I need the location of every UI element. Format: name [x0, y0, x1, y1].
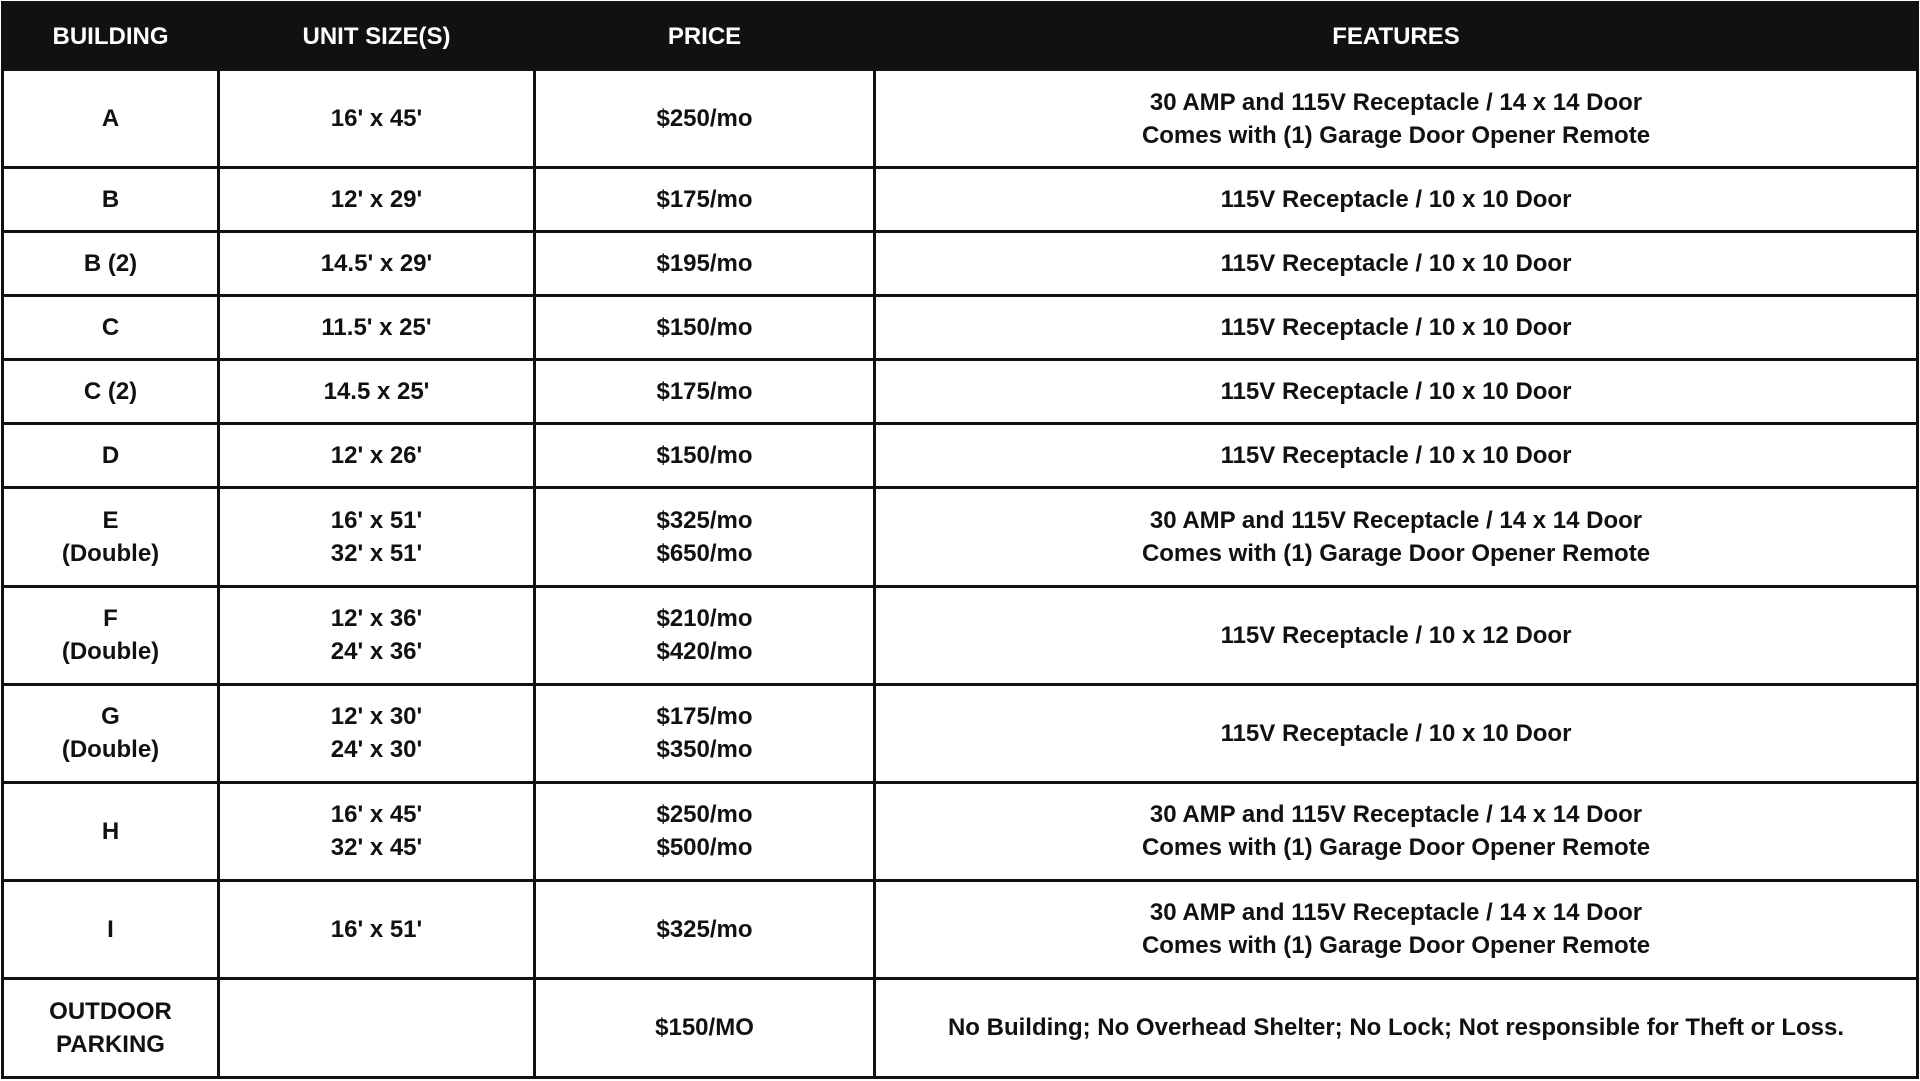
cell-building-line: B (2) — [83, 250, 138, 278]
cell-price — [535, 586, 875, 684]
cell-price-line: $175/mo — [656, 378, 753, 406]
cell-price — [535, 296, 875, 360]
cell-building-line: F — [103, 605, 118, 633]
cell-unit-size-line: 24' x 36' — [330, 638, 423, 666]
cell-building-line: (Double) — [61, 638, 160, 666]
cell-features-line: 115V Receptacle / 10 x 10 Door — [1220, 186, 1572, 214]
cell-features-line: 115V Receptacle / 10 x 10 Door — [1220, 378, 1572, 406]
cell-price-line: $325/mo — [656, 915, 753, 943]
table-row — [3, 70, 1918, 168]
cell-building — [3, 586, 219, 684]
table-row — [3, 360, 1918, 424]
table-row — [3, 880, 1918, 978]
header-row — [3, 3, 1918, 70]
cell-features-line: 30 AMP and 115V Receptacle / 14 x 14 Door — [1149, 88, 1643, 116]
cell-features — [875, 782, 1918, 880]
cell-unit-size-line: 32' x 45' — [330, 834, 423, 862]
cell-unit-size — [219, 782, 535, 880]
header-features: FEATURES — [875, 3, 1918, 70]
cell-price-line: $650/mo — [656, 539, 753, 567]
cell-unit-size — [219, 488, 535, 586]
cell-building-line: (Double) — [61, 539, 160, 567]
cell-unit-size-line: 16' x 51' — [330, 506, 423, 534]
cell-price-line: $500/mo — [656, 834, 753, 862]
cell-unit-size-line: 16' x 45' — [330, 105, 423, 133]
cell-price-line: $250/mo — [656, 105, 753, 133]
cell-building-line: G — [101, 703, 120, 731]
cell-building — [3, 232, 219, 296]
cell-price — [535, 168, 875, 232]
cell-features-line: 115V Receptacle / 10 x 10 Door — [1220, 314, 1572, 342]
table-row — [3, 424, 1918, 488]
cell-unit-size — [219, 360, 535, 424]
cell-features-line: 30 AMP and 115V Receptacle / 14 x 14 Door — [1149, 899, 1643, 927]
cell-features-line: 30 AMP and 115V Receptacle / 14 x 14 Door — [1149, 801, 1643, 829]
table-row — [3, 296, 1918, 360]
cell-unit-size — [219, 232, 535, 296]
cell-unit-size — [219, 586, 535, 684]
cell-building-line: E — [102, 506, 119, 534]
cell-price — [535, 978, 875, 1077]
cell-building-line: I — [107, 915, 114, 943]
cell-unit-size-line: 12' x 26' — [330, 442, 423, 470]
cell-features-line: 115V Receptacle / 10 x 10 Door — [1220, 250, 1572, 278]
cell-unit-size-line: 16' x 45' — [330, 801, 423, 829]
cell-price-line: $150/mo — [656, 314, 753, 342]
cell-unit-size-line: 14.5' x 29' — [320, 250, 433, 278]
cell-features-line: 115V Receptacle / 10 x 12 Door — [1220, 621, 1572, 649]
pricing-table — [1, 1, 1919, 1079]
cell-unit-size — [219, 978, 535, 1077]
table-row — [3, 168, 1918, 232]
cell-unit-size — [219, 424, 535, 488]
cell-building — [3, 684, 219, 782]
cell-features-line: 30 AMP and 115V Receptacle / 14 x 14 Door — [1149, 506, 1643, 534]
cell-price-line: $195/mo — [656, 250, 753, 278]
cell-price — [535, 70, 875, 168]
cell-features — [875, 488, 1918, 586]
cell-building — [3, 70, 219, 168]
cell-price — [535, 880, 875, 978]
cell-building — [3, 168, 219, 232]
cell-features — [875, 168, 1918, 232]
cell-building — [3, 360, 219, 424]
cell-unit-size — [219, 880, 535, 978]
cell-price-line: $150/MO — [655, 1014, 754, 1042]
cell-building — [3, 296, 219, 360]
cell-features-line: Comes with (1) Garage Door Opener Remote — [1141, 932, 1651, 960]
cell-building-line: C (2) — [83, 378, 138, 406]
cell-building-line: C — [101, 314, 120, 342]
header-unit-sizes: UNIT SIZE(S) — [219, 3, 535, 70]
cell-features-line: Comes with (1) Garage Door Opener Remote — [1141, 539, 1651, 567]
cell-building-line: PARKING — [56, 1030, 165, 1058]
cell-features — [875, 684, 1918, 782]
cell-features-line: 115V Receptacle / 10 x 10 Door — [1220, 442, 1572, 470]
cell-unit-size — [219, 684, 535, 782]
cell-unit-size-line: 14.5 x 25' — [323, 378, 430, 406]
cell-features-line: Comes with (1) Garage Door Opener Remote — [1141, 121, 1651, 149]
cell-price-line: $350/mo — [656, 736, 753, 764]
cell-price-line: $250/mo — [656, 801, 753, 829]
cell-building-line: B — [101, 186, 120, 214]
cell-features-line: 115V Receptacle / 10 x 10 Door — [1220, 719, 1572, 747]
cell-features — [875, 360, 1918, 424]
cell-price — [535, 360, 875, 424]
cell-features — [875, 296, 1918, 360]
cell-price — [535, 684, 875, 782]
cell-unit-size — [219, 296, 535, 360]
cell-price-line: $420/mo — [656, 638, 753, 666]
cell-features — [875, 232, 1918, 296]
cell-price-line: $325/mo — [656, 506, 753, 534]
cell-features — [875, 586, 1918, 684]
cell-price-line: $175/mo — [656, 186, 753, 214]
table-row — [3, 978, 1918, 1077]
table-row — [3, 488, 1918, 586]
cell-features — [875, 424, 1918, 488]
cell-unit-size-line: 11.5' x 25' — [321, 314, 432, 342]
cell-unit-size-line: 12' x 30' — [330, 703, 423, 731]
header-price: PRICE — [535, 3, 875, 70]
cell-price — [535, 232, 875, 296]
cell-unit-size-line: 12' x 36' — [330, 605, 423, 633]
cell-features — [875, 70, 1918, 168]
table-body — [3, 70, 1918, 1078]
cell-features — [875, 978, 1918, 1077]
cell-unit-size — [219, 168, 535, 232]
cell-building — [3, 424, 219, 488]
header-building: BUILDING — [3, 3, 219, 70]
cell-building — [3, 880, 219, 978]
cell-building — [3, 782, 219, 880]
cell-price-line: $175/mo — [656, 703, 753, 731]
cell-building-line: A — [101, 105, 120, 133]
cell-building-line: D — [101, 442, 120, 470]
cell-features — [875, 880, 1918, 978]
cell-building — [3, 488, 219, 586]
cell-unit-size-line: 32' x 51' — [330, 539, 423, 567]
cell-features-line: No Building; No Overhead Shelter; No Lock; Not responsible for Theft or Loss. — [947, 1014, 1845, 1042]
cell-price — [535, 424, 875, 488]
cell-unit-size-line: 24' x 30' — [330, 736, 423, 764]
cell-building — [3, 978, 219, 1077]
cell-building-line: (Double) — [61, 736, 160, 764]
cell-building-line: OUTDOOR — [49, 997, 172, 1025]
cell-unit-size-line: 12' x 29' — [330, 186, 423, 214]
cell-price-line: $210/mo — [656, 605, 753, 633]
cell-price-line: $150/mo — [656, 442, 753, 470]
table-row — [3, 586, 1918, 684]
table-row — [3, 782, 1918, 880]
cell-price — [535, 782, 875, 880]
cell-building-line: H — [101, 817, 120, 845]
table-row — [3, 232, 1918, 296]
cell-features-line: Comes with (1) Garage Door Opener Remote — [1141, 834, 1651, 862]
cell-unit-size — [219, 70, 535, 168]
cell-price — [535, 488, 875, 586]
table-row — [3, 684, 1918, 782]
cell-unit-size-line: 16' x 51' — [330, 915, 423, 943]
